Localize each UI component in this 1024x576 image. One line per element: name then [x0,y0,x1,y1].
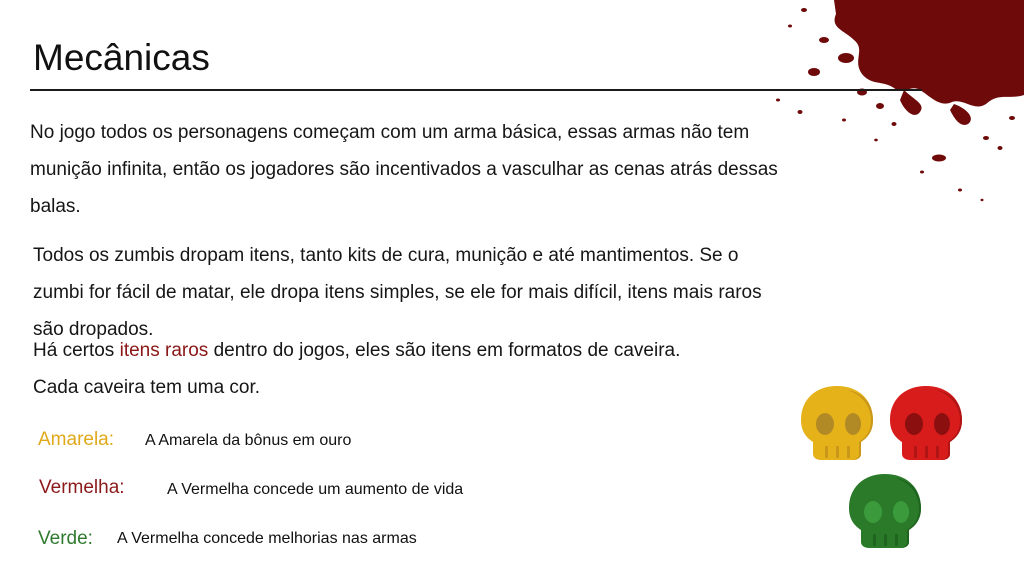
page-title: Mecânicas [33,37,210,78]
title-divider [30,89,922,91]
yellow-skull-description: A Amarela da bônus em ouro [145,432,352,449]
red-skull-label: Vermelha: [39,477,125,498]
paragraph-weapons: No jogo todos os personagens começam com um arma básica, essas armas não tem munição infinita, então os jogadores são incentivados a vasculhar as cenas atrás dessas balas. [30,122,778,217]
red-skull-description: A Vermelha concede um aumento de vida [167,481,464,498]
paragraph-rare-items-after: dentro do jogos, eles são itens em formatos de caveira. Cada caveira tem uma cor. [33,340,681,398]
paragraph-rare-items-before: Há certos [33,340,120,361]
blood-splatter-icon [754,0,1024,210]
red-skull-icon [884,382,968,462]
yellow-skull-label: Amarela: [38,429,115,450]
green-skull-description: A Vermelha concede melhorias nas armas [117,530,417,547]
green-skull-icon [843,470,927,550]
paragraph-zombie-drops: Todos os zumbis dropam itens, tanto kits de cura, munição e até mantimentos. Se o zumbi for fácil de matar, ele dropa itens simples, se ele for mais difícil, itens mais raros são dropados. [33,245,762,340]
rare-items-highlight: itens raros [119,340,209,361]
paragraph-rare-items [33,332,723,406]
green-skull-label: Verde: [38,528,93,549]
yellow-skull-icon [795,382,879,462]
